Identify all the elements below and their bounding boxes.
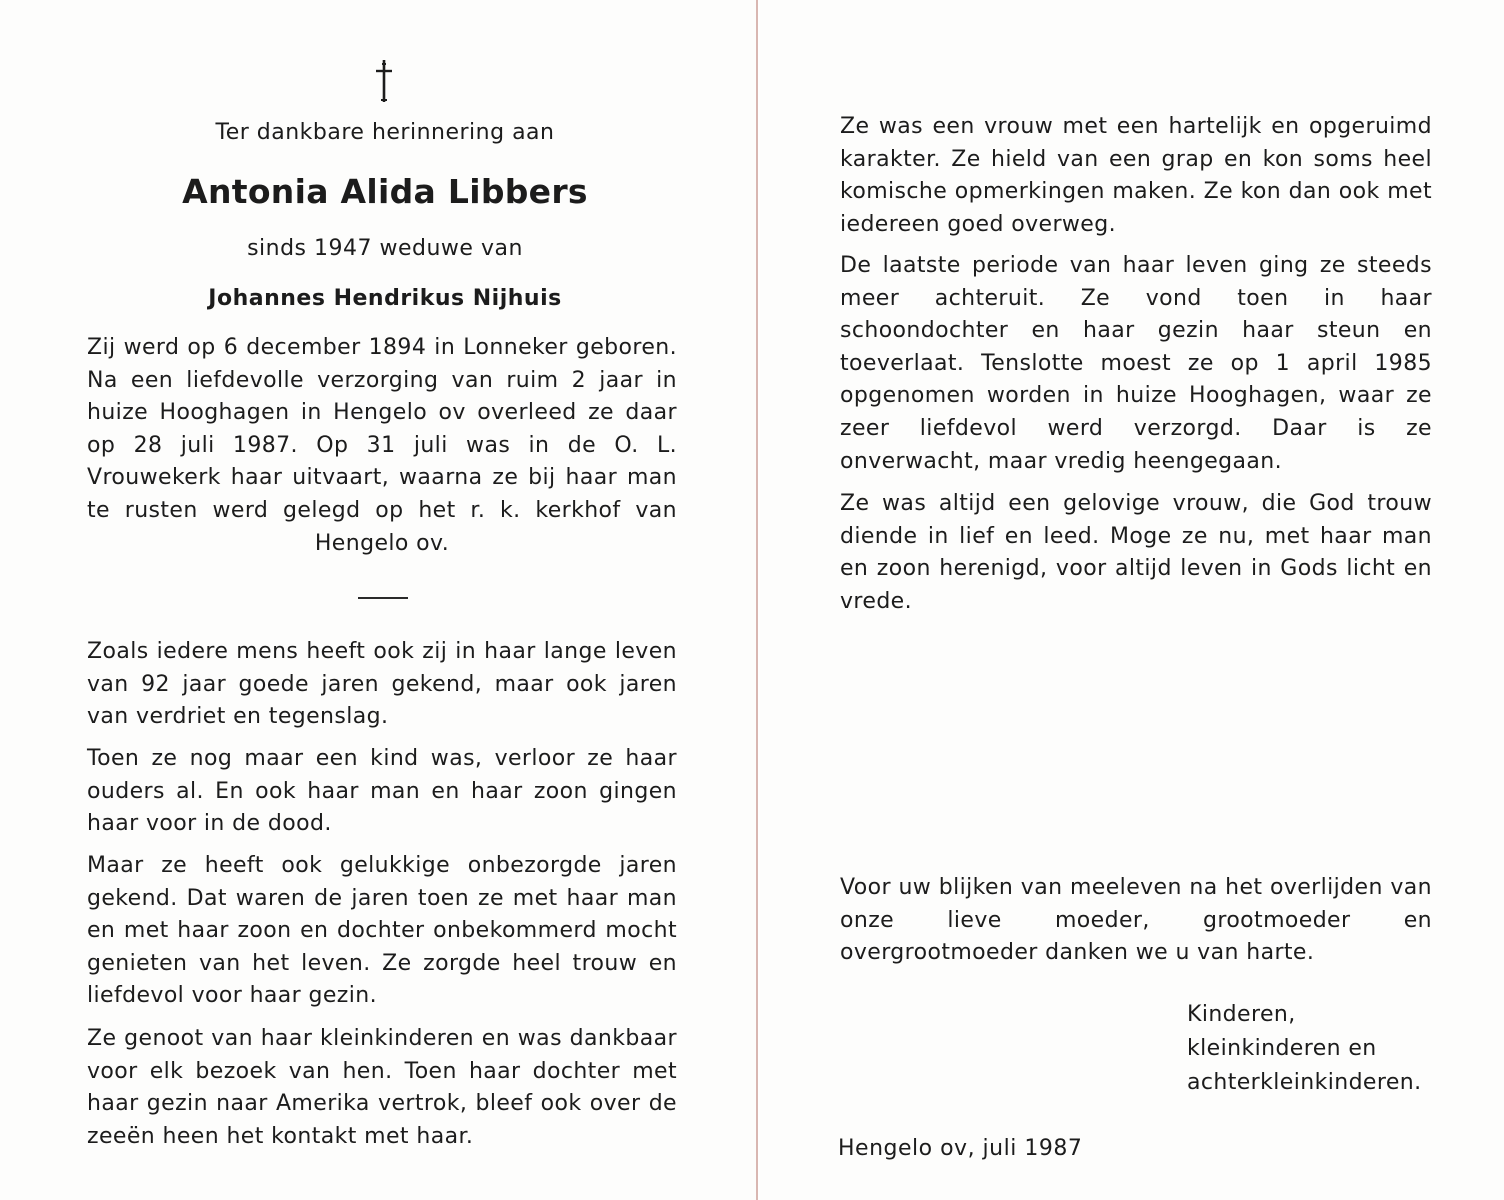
left-paragraph-3: Maar ze heeft ook gelukkige onbezorgde jaren gekend. Dat waren de jaren toen ze met haar man en met haar zoon en dochter onbekommerd mocht genieten van het leven. Ze zorgde heel trouw en liefdevol voor haar gezin.	[87, 853, 677, 1009]
intro-line: Ter dankbare herinnering aan	[215, 120, 555, 145]
signature-line: kleinkinderen en	[1187, 1036, 1377, 1061]
right-paragraph-2: De laatste periode van haar leven ging ze steeds meer achteruit. Ze vond toen in haar schoondochter en haar gezin haar steun en toeverlaat. Tenslotte moest ze op 1 april 1985 opgenomen worden in huize Hooghagen, waar ze zeer liefdevol werd verzorgd. Daar is ze onverwacht, maar vredig heengegaan.	[840, 253, 1432, 474]
signature-line: achterkleinkinderen.	[1187, 1070, 1422, 1095]
deceased-name: Antonia Alida Libbers	[182, 172, 588, 211]
place-date: Hengelo ov, juli 1987	[838, 1136, 1083, 1161]
divider	[358, 597, 408, 599]
signature	[1187, 998, 1422, 1100]
biography: Zij werd op 6 december 1894 in Lonneker geboren. Na een liefdevolle verzorging van ruim 2 jaar in huize Hooghagen in Hengelo ov overleed ze daar op 28 juli 1987. Op 31 juli was in de O. L. Vrouwekerk haar uitvaart, waarna ze bij haar man te rusten werd gelegd op het r. k. kerkhof van Hengelo ov.	[87, 335, 677, 556]
thanks-text: Voor uw blijken van meeleven na het overlijden van onze lieve moeder, grootmoeder en overgrootmoeder danken we u van harte.	[840, 875, 1432, 966]
page-fold	[756, 0, 758, 1200]
signature-line: Kinderen,	[1187, 1002, 1296, 1027]
left-paragraph-4: Ze genoot van haar kleinkinderen en was dankbaar voor elk bezoek van hen. Toen haar dochter met haar gezin naar Amerika vertrok, bleef ook over de zeeën heen het kontakt met haar.	[87, 1026, 677, 1149]
cross-icon	[372, 60, 396, 102]
left-paragraph-1: Zoals iedere mens heeft ook zij in haar lange leven van 92 jaar goede jaren gekend, maar ook jaren van verdriet en tegenslag.	[87, 639, 677, 730]
husband-name: Johannes Hendrikus Nijhuis	[208, 286, 562, 311]
widow-line: sinds 1947 weduwe van	[247, 236, 523, 261]
right-paragraph-3: Ze was altijd een gelovige vrouw, die God trouw diende in lief en leed. Moge ze nu, met haar man en zoon herenigd, voor altijd leven in Gods licht en vrede.	[840, 491, 1432, 614]
right-paragraph-1: Ze was een vrouw met een hartelijk en opgeruimd karakter. Ze hield van een grap en kon soms heel komische opmerkingen maken. Ze kon dan ook met iedereen goed overweg.	[840, 114, 1432, 237]
left-paragraph-2: Toen ze nog maar een kind was, verloor ze haar ouders al. En ook haar man en haar zoon gingen haar voor in de dood.	[87, 746, 677, 837]
